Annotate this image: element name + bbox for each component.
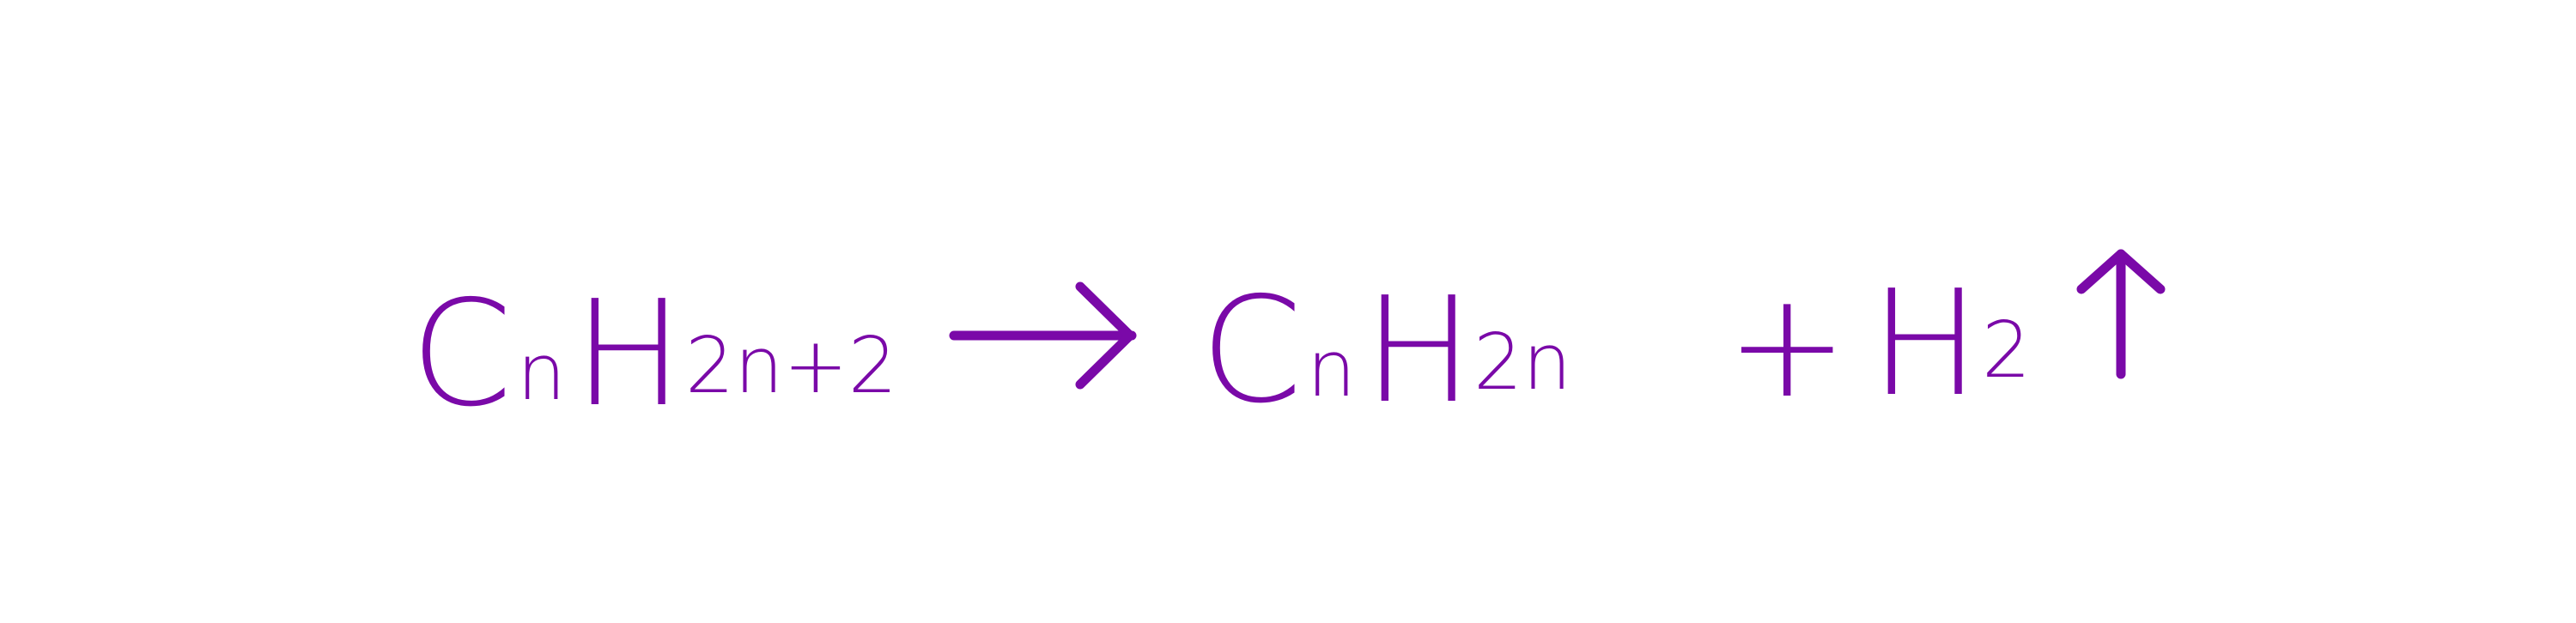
reactant-carbon: C [410,269,513,439]
right-arrow-icon [954,287,1132,384]
reactant-hydrogen: H [574,269,683,439]
plus-sign: + [1726,261,1849,431]
gas-hydrogen: H [1870,259,1980,429]
gas-hydrogen-subscript: 2 [1982,305,2032,396]
product-hydrogen: H [1364,266,1473,436]
product-carbon-subscript: n [1307,324,1357,414]
reactant-hydrogen-subscript: 2n+2 [685,321,897,411]
up-arrow-icon [2081,254,2160,374]
reactant-carbon-subscript: n [517,328,567,418]
product-carbon: C [1200,266,1303,436]
product-hydrogen-subscript: 2n [1473,318,1572,408]
